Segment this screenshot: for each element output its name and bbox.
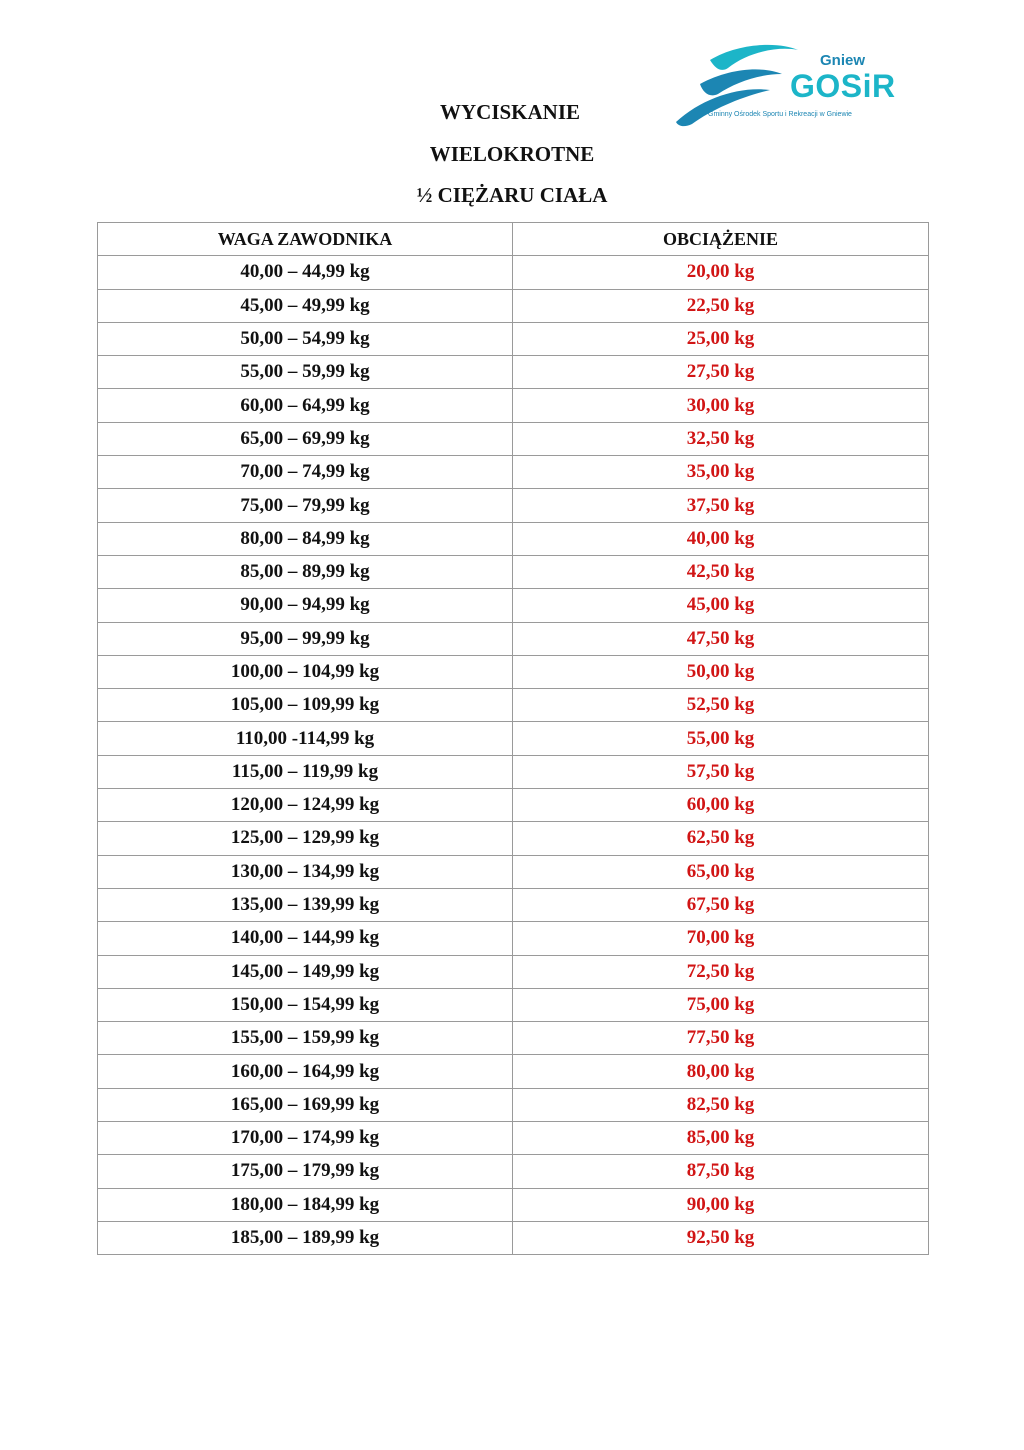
athlete-weight-cell: 135,00 – 139,99 kg	[98, 888, 513, 921]
athlete-weight-cell: 55,00 – 59,99 kg	[98, 356, 513, 389]
table-row	[98, 1221, 929, 1254]
load-cell: 35,00 kg	[513, 456, 929, 489]
table-row	[98, 456, 929, 489]
table-row	[98, 589, 929, 622]
athlete-weight-cell: 110,00 -114,99 kg	[98, 722, 513, 755]
load-cell: 45,00 kg	[513, 589, 929, 622]
table-row	[98, 922, 929, 955]
athlete-weight-cell: 100,00 – 104,99 kg	[98, 655, 513, 688]
table-body	[98, 256, 929, 1255]
title-line-2: WIELOKROTNE	[429, 142, 595, 166]
athlete-weight-cell: 120,00 – 124,99 kg	[98, 789, 513, 822]
athlete-weight-cell: 150,00 – 154,99 kg	[98, 988, 513, 1021]
athlete-weight-cell: 140,00 – 144,99 kg	[98, 922, 513, 955]
athlete-weight-cell: 90,00 – 94,99 kg	[98, 589, 513, 622]
athlete-weight-cell: 40,00 – 44,99 kg	[98, 256, 513, 289]
load-cell: 55,00 kg	[513, 722, 929, 755]
column-header-load: OBCIĄŻENIE	[513, 223, 929, 256]
table-row	[98, 888, 929, 921]
load-cell: 42,50 kg	[513, 555, 929, 588]
athlete-weight-cell: 125,00 – 129,99 kg	[98, 822, 513, 855]
table-row	[98, 522, 929, 555]
load-cell: 27,50 kg	[513, 356, 929, 389]
athlete-weight-cell: 175,00 – 179,99 kg	[98, 1155, 513, 1188]
load-cell: 67,50 kg	[513, 888, 929, 921]
table-row	[98, 655, 929, 688]
load-cell: 87,50 kg	[513, 1155, 929, 1188]
athlete-weight-cell: 180,00 – 184,99 kg	[98, 1188, 513, 1221]
athlete-weight-cell: 170,00 – 174,99 kg	[98, 1122, 513, 1155]
table-row	[98, 722, 929, 755]
logo-city: Gniew	[820, 52, 866, 69]
title-line-1: WYCISKANIE	[439, 100, 581, 124]
load-cell: 25,00 kg	[513, 322, 929, 355]
logo-brand: GOSiR	[790, 68, 896, 104]
table-row	[98, 389, 929, 422]
load-cell: 20,00 kg	[513, 256, 929, 289]
athlete-weight-cell: 160,00 – 164,99 kg	[98, 1055, 513, 1088]
load-cell: 72,50 kg	[513, 955, 929, 988]
athlete-weight-cell: 105,00 – 109,99 kg	[98, 689, 513, 722]
athlete-weight-cell: 165,00 – 169,99 kg	[98, 1088, 513, 1121]
athlete-weight-cell: 145,00 – 149,99 kg	[98, 955, 513, 988]
load-cell: 75,00 kg	[513, 988, 929, 1021]
load-cell: 65,00 kg	[513, 855, 929, 888]
table-row	[98, 322, 929, 355]
table-row	[98, 822, 929, 855]
load-cell: 92,50 kg	[513, 1221, 929, 1254]
table-header-row	[98, 223, 929, 256]
athlete-weight-cell: 60,00 – 64,99 kg	[98, 389, 513, 422]
table-row	[98, 755, 929, 788]
load-cell: 50,00 kg	[513, 655, 929, 688]
load-cell: 57,50 kg	[513, 755, 929, 788]
load-cell: 60,00 kg	[513, 789, 929, 822]
table-row	[98, 489, 929, 522]
logo-tagline: Gminny Ośrodek Sportu i Rekreacji w Gniewie	[708, 111, 852, 118]
table-row	[98, 689, 929, 722]
athlete-weight-cell: 155,00 – 159,99 kg	[98, 1022, 513, 1055]
load-cell: 85,00 kg	[513, 1122, 929, 1155]
athlete-weight-cell: 185,00 – 189,99 kg	[98, 1221, 513, 1254]
weight-load-table	[97, 222, 929, 1255]
table-row	[98, 256, 929, 289]
athlete-weight-cell: 50,00 – 54,99 kg	[98, 322, 513, 355]
load-cell: 52,50 kg	[513, 689, 929, 722]
table-row	[98, 1122, 929, 1155]
athlete-weight-cell: 75,00 – 79,99 kg	[98, 489, 513, 522]
load-cell: 40,00 kg	[513, 522, 929, 555]
load-cell: 62,50 kg	[513, 822, 929, 855]
load-cell: 30,00 kg	[513, 389, 929, 422]
table-row	[98, 855, 929, 888]
table-row	[98, 1022, 929, 1055]
table-row	[98, 1188, 929, 1221]
athlete-weight-cell: 70,00 – 74,99 kg	[98, 456, 513, 489]
table-row	[98, 1055, 929, 1088]
column-header-weight: WAGA ZAWODNIKA	[98, 223, 513, 256]
load-cell: 77,50 kg	[513, 1022, 929, 1055]
table-row	[98, 289, 929, 322]
table-row	[98, 422, 929, 455]
athlete-weight-cell: 115,00 – 119,99 kg	[98, 755, 513, 788]
table-row	[98, 622, 929, 655]
load-cell: 80,00 kg	[513, 1055, 929, 1088]
load-cell: 47,50 kg	[513, 622, 929, 655]
load-cell: 37,50 kg	[513, 489, 929, 522]
table-row	[98, 988, 929, 1021]
athlete-weight-cell: 65,00 – 69,99 kg	[98, 422, 513, 455]
athlete-weight-cell: 95,00 – 99,99 kg	[98, 622, 513, 655]
table-row	[98, 356, 929, 389]
athlete-weight-cell: 80,00 – 84,99 kg	[98, 522, 513, 555]
load-cell: 22,50 kg	[513, 289, 929, 322]
table-row	[98, 1088, 929, 1121]
athlete-weight-cell: 85,00 – 89,99 kg	[98, 555, 513, 588]
table-row	[98, 955, 929, 988]
load-cell: 32,50 kg	[513, 422, 929, 455]
load-cell: 70,00 kg	[513, 922, 929, 955]
load-cell: 90,00 kg	[513, 1188, 929, 1221]
table-row	[98, 555, 929, 588]
athlete-weight-cell: 45,00 – 49,99 kg	[98, 289, 513, 322]
title-line-3: ½ CIĘŻARU CIAŁA	[416, 183, 608, 207]
table-row	[98, 789, 929, 822]
athlete-weight-cell: 130,00 – 134,99 kg	[98, 855, 513, 888]
load-cell: 82,50 kg	[513, 1088, 929, 1121]
table-row	[98, 1155, 929, 1188]
